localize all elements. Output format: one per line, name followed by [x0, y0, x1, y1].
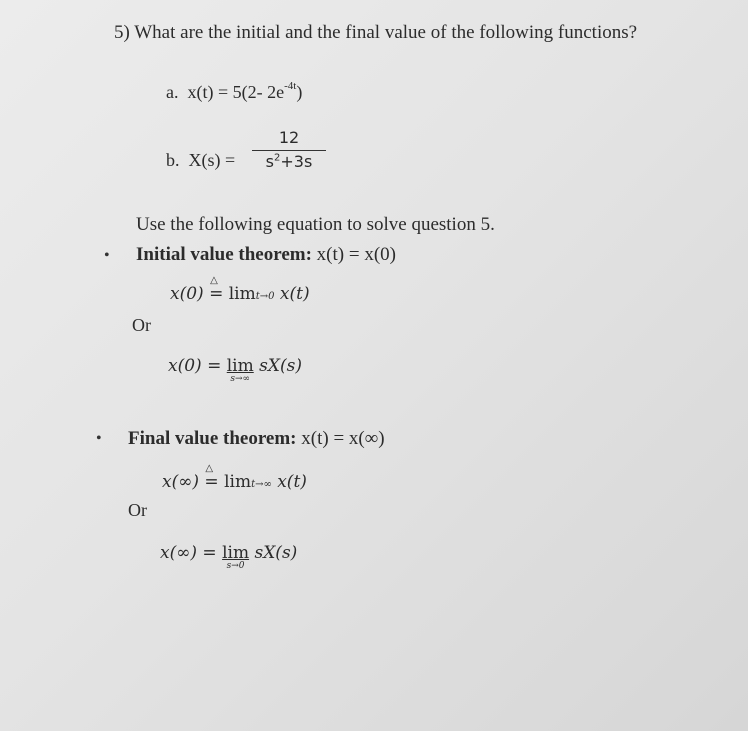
- bullet-final: •: [96, 430, 102, 447]
- initial-theorem-statement: x(t) = x(0): [316, 244, 396, 265]
- item-b-fraction: [252, 128, 326, 171]
- final-equation-1: x(∞) △ = limt→∞ x(t): [162, 463, 307, 492]
- question-number: 5): [114, 22, 130, 43]
- limit-block: lim s→∞: [226, 356, 254, 384]
- question-line: [114, 22, 637, 44]
- item-a-label: a.: [166, 82, 179, 102]
- final-theorem-heading: [128, 428, 385, 450]
- defined-equal-symbol: △ =: [209, 275, 224, 304]
- item-a-closing: ): [296, 82, 303, 102]
- item-a-expression: x(t) = 5(2- 2e: [187, 82, 285, 102]
- bullet-initial: •: [104, 247, 110, 264]
- final-theorem-title: Final value theorem:: [128, 428, 297, 449]
- item-b-label: b.: [166, 150, 180, 170]
- item-a: [166, 82, 302, 103]
- limit-block: lim s→0: [222, 543, 250, 571]
- fraction-denominator: $s^2+3s$: [265, 152, 313, 171]
- initial-theorem-heading: [136, 244, 396, 266]
- question-text: What are the initial and the final value of the following functions?: [134, 22, 638, 43]
- initial-equation-2: x(0) = lim s→∞ sX(s): [168, 356, 302, 384]
- item-b: [166, 150, 235, 171]
- item-b-lhs: X(s) =: [188, 150, 236, 170]
- instructions: Use the following equation to solve question 5.: [136, 214, 495, 235]
- defined-equal-symbol: △ =: [204, 463, 219, 492]
- fraction-numerator: 12: [252, 128, 326, 151]
- initial-theorem-title: Initial value theorem:: [136, 244, 312, 265]
- final-equation-2: x(∞) = lim s→0 sX(s): [160, 543, 298, 571]
- or-label-final: Or: [128, 500, 147, 520]
- initial-equation-1: x(0) △ = limt→0 x(t): [170, 275, 310, 304]
- final-theorem-statement: x(t) = x(∞): [301, 428, 385, 449]
- or-label-initial: Or: [132, 315, 151, 335]
- item-a-exponent: -4t: [284, 80, 297, 92]
